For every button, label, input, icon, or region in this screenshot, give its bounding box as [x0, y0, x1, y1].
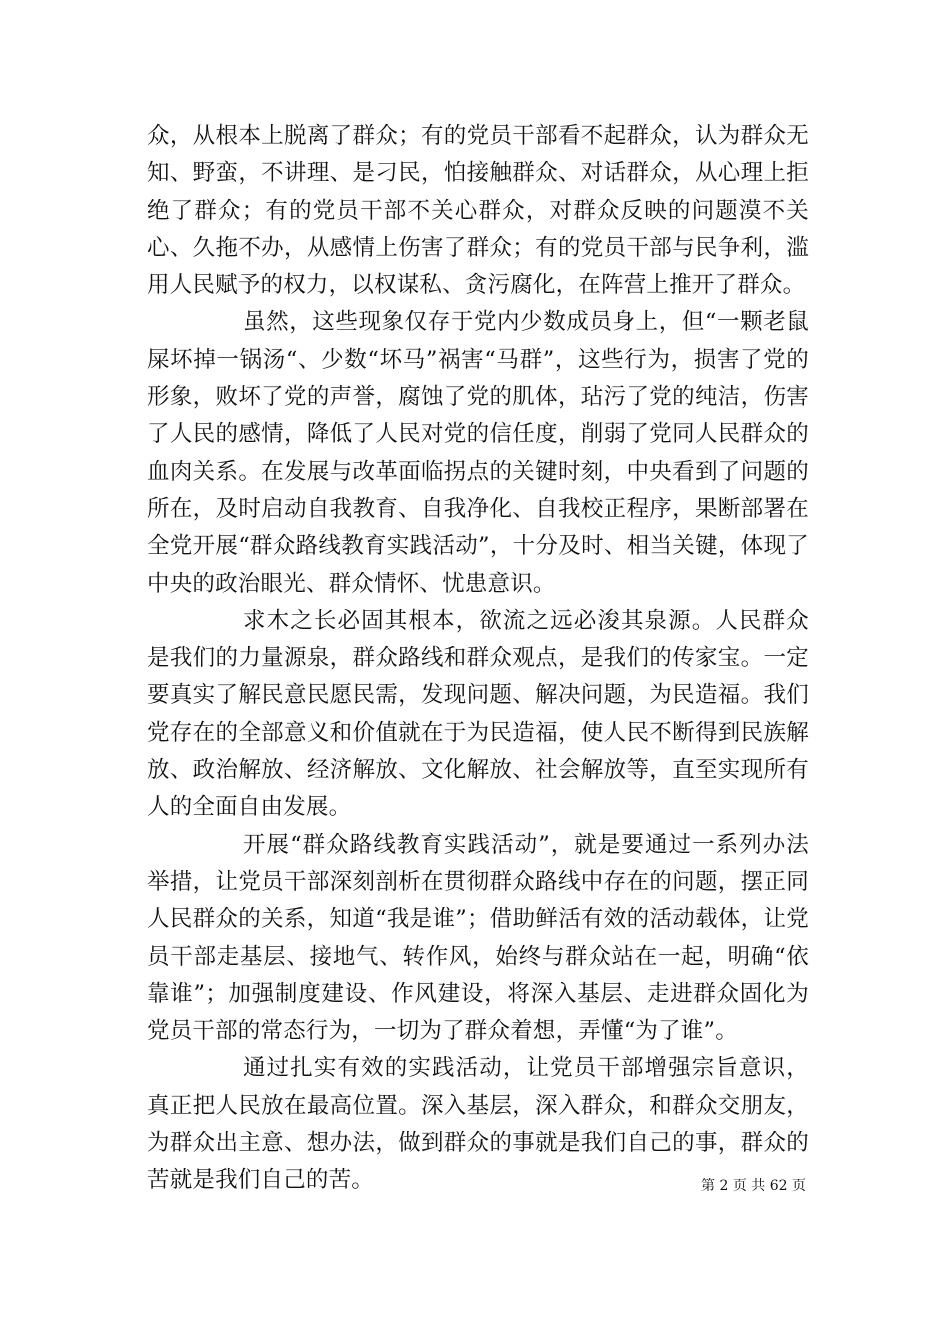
body-text: [147, 118, 809, 1200]
page-number: 第 2 页 共 62 页: [701, 1178, 806, 1194]
paragraph: 通过扎实有效的实践活动，让党员干部增强宗旨意识，真正把人民放在最高位置。深入基层，深入群众，和群众交朋友，为群众出主意、想办法，做到群众的事就是我们自己的事，群众的苦就是我们自己的苦。: [147, 1055, 809, 1194]
paragraph-continued: 众，从根本上脱离了群众；有的党员干部看不起群众，认为群众无知、野蛮，不讲理、是刁民，怕接触群众、对话群众，从心理上拒绝了群众；有的党员干部不关心群众，对群众反映的问题漠不关心、久拖不办，从感情上伤害了群众；有的党员干部与民争利，滥用人民赋予的权力，以权谋私、贪污腐化，在阵营上推开了群众。: [147, 123, 809, 299]
paragraph: 虽然，这些现象仅存于党内少数成员身上，但“一颗老鼠屎坏掉一锅汤“、少数“坏马”祸害“马群”，这些行为，损害了党的形象，败坏了党的声誉，腐蚀了党的肌体，玷污了党的纯洁，伤害了人民的感情，降低了人民对党的信任度，削弱了党同人民群众的血肉关系。在发展与改革面临拐点的关键时刻，中央看到了问题的所在，及时启动自我教育、自我净化、自我校正程序，果断部署在全党开展“群众路线教育实践活动”，十分及时、相当关键，体现了中央的政治眼光、群众情怀、忧患意识。: [147, 309, 809, 597]
paragraph: 开展“群众路线教育实践活动”，就是要通过一系列办法举措，让党员干部深刻剖析在贯彻群众路线中存在的问题，摆正同人民群众的关系，知道“我是谁”；借助鲜活有效的活动载体，让党员干部走基层、接地气、转作风，始终与群众站在一起，明确“依靠谁”；加强制度建设、作风建设，将深入基层、走进群众固化为党员干部的常态行为，一切为了群众着想，弄懂“为了谁”。: [147, 831, 809, 1045]
paragraph: 求木之长必固其根本，欲流之远必浚其泉源。人民群众是我们的力量源泉，群众路线和群众观点，是我们的传家宝。一定要真实了解民意民愿民需，发现问题、解决问题，为民造福。我们党存在的全部意义和价值就在于为民造福，使人民不断得到民族解放、政治解放、经济解放、文化解放、社会解放等，直至实现所有人的全面自由发展。: [147, 607, 809, 821]
